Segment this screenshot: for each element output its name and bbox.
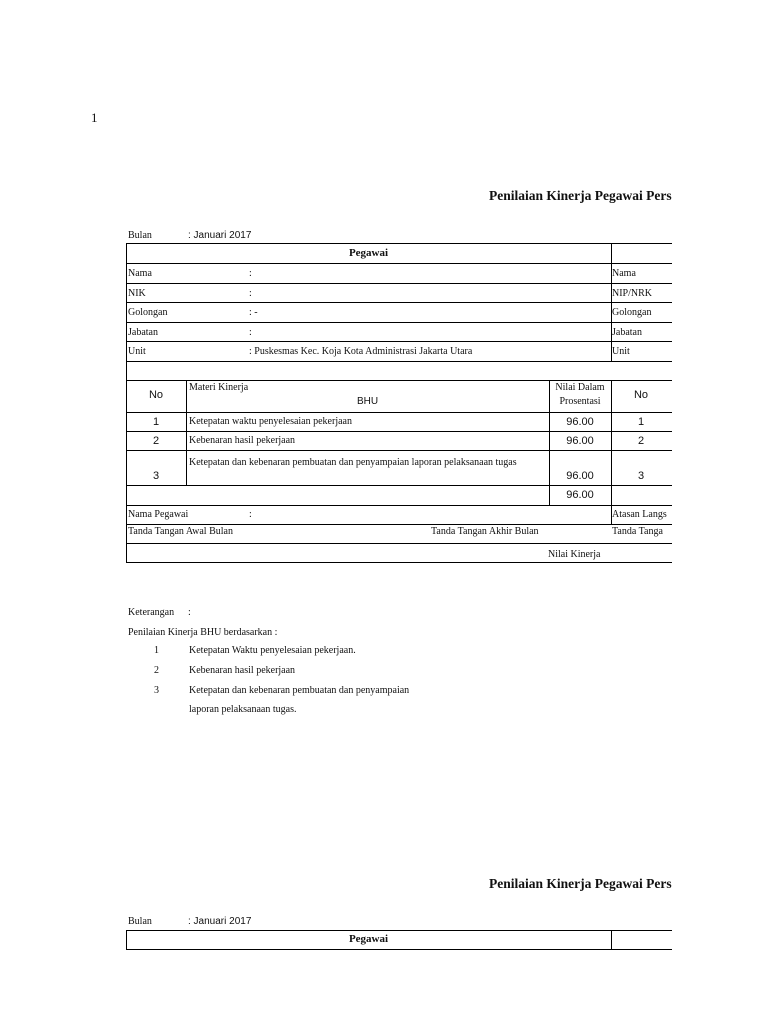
row-3-materi: Ketepatan dan kebenaran pembuatan dan penyampaian laporan pelaksanaan tugas xyxy=(189,457,517,468)
page-title-2: Penilaian Kinerja Pegawai Pers xyxy=(489,876,672,891)
field-label-golongan: Golongan xyxy=(128,307,168,318)
ttd-right-label: Tanda Tanga xyxy=(612,526,663,537)
col-header-materi: Materi Kinerja xyxy=(189,382,249,393)
total-nilai: 96.00 xyxy=(566,489,594,501)
keterangan-item-1-no: 1 xyxy=(154,645,159,656)
page-number: 1 xyxy=(91,110,98,125)
bulan-value: : Januari 2017 xyxy=(188,230,252,241)
field-value-jabatan: : xyxy=(249,327,252,338)
row-1-no: 1 xyxy=(152,416,160,428)
right-field-nama: Nama xyxy=(612,268,636,279)
nama-pegawai-value: : xyxy=(249,509,252,520)
row-2-materi: Kebenaran hasil pekerjaan xyxy=(189,435,296,446)
ttd-awal-label: Tanda Tangan Awal Bulan xyxy=(128,526,233,537)
bulan-label: Bulan xyxy=(128,230,152,241)
row-3-no: 3 xyxy=(152,470,160,482)
field-label-jabatan: Jabatan xyxy=(128,327,158,338)
row-3-no-right: 3 xyxy=(637,470,645,482)
atasan-label: Atasan Langs xyxy=(612,509,667,520)
nama-pegawai-label: Nama Pegawai xyxy=(128,509,189,520)
row-1-no-right: 1 xyxy=(637,416,645,428)
field-value-unit: : Puskesmas Kec. Koja Kota Administrasi Jakarta Utara xyxy=(249,346,473,357)
right-field-jabatan: Jabatan xyxy=(612,327,642,338)
col-header-nilai-2: Prosentasi xyxy=(559,396,601,407)
bulan-value-2: : Januari 2017 xyxy=(188,916,252,927)
row-1-nilai: 96.00 xyxy=(566,416,594,428)
ttd-akhir-label: Tanda Tangan Akhir Bulan xyxy=(431,526,539,537)
field-value-nik: : xyxy=(249,288,252,299)
page-title: Penilaian Kinerja Pegawai Pers xyxy=(489,188,672,203)
keterangan-colon: : xyxy=(188,607,191,618)
right-field-unit: Unit xyxy=(612,346,630,357)
row-1-materi: Ketepatan waktu penyelesaian pekerjaan xyxy=(189,416,352,427)
col-header-nilai-1: Nilai Dalam xyxy=(555,382,605,393)
keterangan-item-3-no: 3 xyxy=(154,685,159,696)
field-label-nama: Nama xyxy=(128,268,152,279)
field-label-nik: NIK xyxy=(128,288,146,299)
keterangan-label: Keterangan xyxy=(128,607,175,618)
nilai-kinerja-label: Nilai Kinerja xyxy=(548,549,601,560)
keterangan-item-2-no: 2 xyxy=(154,665,159,676)
field-value-golongan: : - xyxy=(249,307,258,318)
bulan-label-2: Bulan xyxy=(128,916,152,927)
field-label-unit: Unit xyxy=(128,346,146,357)
section-pegawai-heading: Pegawai xyxy=(348,247,389,259)
keterangan-item-1-text: Ketepatan Waktu penyelesaian pekerjaan. xyxy=(189,645,356,656)
right-field-nip: NIP/NRK xyxy=(612,288,653,299)
row-2-no: 2 xyxy=(152,435,160,447)
keterangan-item-2-text: Kebenaran hasil pekerjaan xyxy=(189,665,296,676)
row-2-nilai: 96.00 xyxy=(566,435,594,447)
col-header-no-right: No xyxy=(633,389,649,401)
col-header-no: No xyxy=(148,389,164,401)
right-field-golongan: Golongan xyxy=(612,307,652,318)
field-value-nama: : xyxy=(249,268,252,279)
col-header-bhu: BHU xyxy=(356,396,379,407)
keterangan-intro: Penilaian Kinerja BHU berdasarkan : xyxy=(128,627,278,638)
keterangan-item-3-text-cont: laporan pelaksanaan tugas. xyxy=(189,704,297,715)
keterangan-item-3-text: Ketepatan dan kebenaran pembuatan dan penyampaian xyxy=(189,685,410,696)
row-3-nilai: 96.00 xyxy=(566,470,594,482)
section-pegawai-heading-2: Pegawai xyxy=(348,933,389,945)
row-2-no-right: 2 xyxy=(637,435,645,447)
